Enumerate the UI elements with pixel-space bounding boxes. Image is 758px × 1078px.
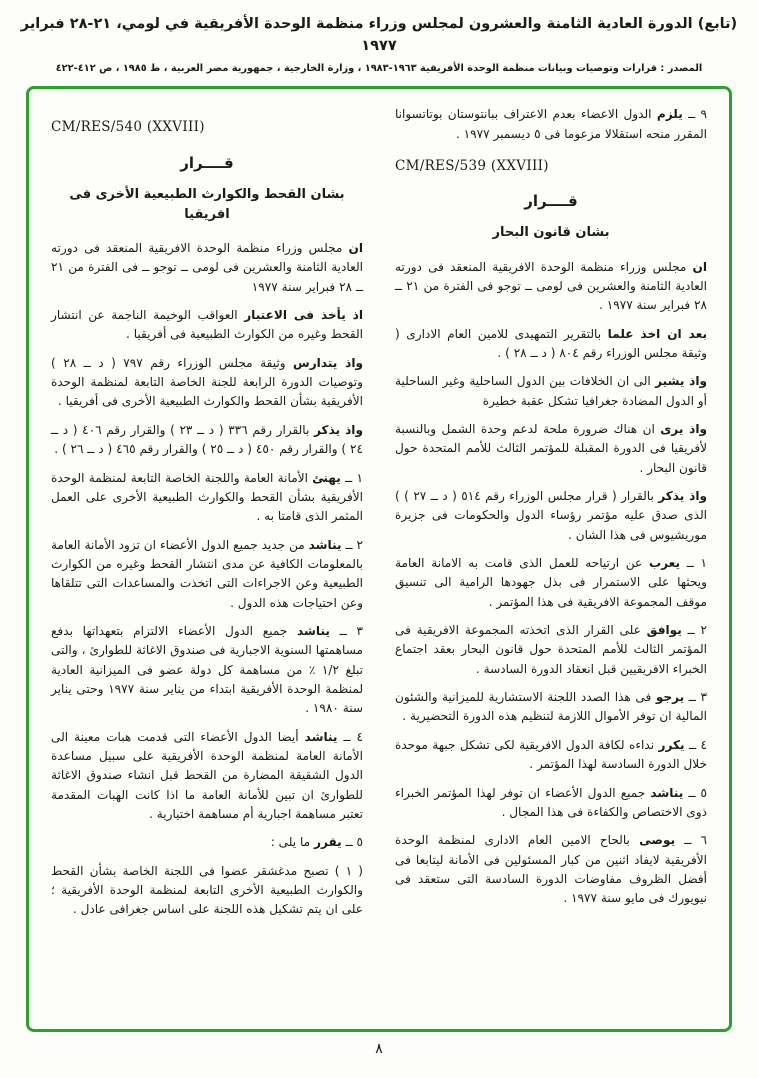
two-column-layout bbox=[51, 105, 707, 929]
resolution-number: CM/RES/539 (XXVIII) bbox=[395, 157, 549, 174]
paragraph: ٩ ــ يلزم الدول الاعضاء بعدم الاعتراف ببانتوستان بوتاتسوانا المقرر منحه استقلالا مزعوما فى ٥ ديسمبر ١٩٧٧ . bbox=[395, 107, 708, 141]
paragraph: ٦ ــ يوصى بالحاح الامين العام الادارى لمنظمة الوحدة الأفريقية لايفاد اثنين من كبار المسئولين فى الأمانة ليتابعا فى أفضل الظروف مفاوضات الدورة السادسة التى ستعقد فى نيويورك فى مايو سنة ١٩٧٧ . bbox=[395, 833, 707, 906]
paragraph: ( ١ ) تصبح مدغشقر عضوا فى اللجنة الخاصة بشأن القحط والكوارث الطبيعية الأخرى التابعة لمنظمة الوحدة الأفريقية ؛ على ان يتم تشكيل هذه اللجنة على اساس جغرافى عادل . bbox=[51, 863, 363, 917]
paragraph: واذ يذكر بالقرار ( قرار مجلس الوزراء رقم ٥١٤ ( د ــ ٢٧ ) ) الذى صدق عليه مؤتمر رؤساء الدول والحكومات فى جزيرة موريشيوس فى هذا الشان . bbox=[395, 489, 707, 542]
resolution-number: CM/RES/540 (XXVIII) bbox=[51, 119, 205, 136]
paragraph: واذ يشير الى ان الخلافات بين الدول الساحلية وغير الساحلية أو الدول المضادة جغرافيا تشكل عقبة خطيرة bbox=[395, 374, 708, 408]
paragraph: ٣ ــ يناشد جميع الدول الأعضاء الالتزام بتعهداتها بدفع مساهمتها السنوية الاجبارية فى صندوق الاغاثة للطوارئ ، والتى تبلغ ١/٢ ٪ من مساهمة كل دولة عضو فى الميزانية العادية لمنظمة الوحدة الأفريقية ابتداء من يناير سنة ١٩٧٧ وحتى يناير سنة ١٩٨٠ . bbox=[51, 623, 363, 716]
resolution-subject: بشان قانون البحار bbox=[492, 225, 610, 241]
page-number: ٨ bbox=[375, 1041, 383, 1058]
column-left bbox=[51, 105, 363, 929]
paragraph: ٣ ــ يرجو فى هذا الصدد اللجنة الاستشارية للميزانية والشئون المالية ان توفر الأموال اللازمة لتنظيم هذه الدورة التحضيرية . bbox=[395, 690, 707, 724]
paragraph: بعد ان اخذ علما بالتقرير التمهيدى للامين العام الادارى ( وثيقة مجلس الوزراء رقم ٨٠٤ ( د ــ ٢٨ ) . bbox=[395, 326, 707, 360]
paragraph: ان مجلس وزراء منظمة الوحدة الافريقية المنعقد فى دورته العادية الثامنة والعشرين فى لومى ــ توجو فى الفترة من ٢١ ــ ٢٨ فبراير سنة ١٩٧٧ . bbox=[395, 259, 707, 313]
paragraph: واذ يرى ان هناك ضرورة ملحة لدعم وحدة الشمل وبالنسبة لأفريقيا فى الدورة المقبلة للمؤتمر الثالث للأمم المتحدة حول قانون البحار . bbox=[395, 422, 707, 475]
paragraph: واذ يذكر بالقرار رقم ٣٣٦ ( د ــ ٢٣ ) والقرار رقم ٤٠٦ ( د ــ ٢٤ ) والقرار رقم ٤٥٠ ( د ــ ٢٥ ) والقرار رقم ٤٦٥ ( د ــ ٢٦ ) . bbox=[51, 422, 363, 457]
paragraph: ٤ ــ يناشد أيضا الدول الأعضاء التى قدمت هبات معينة الى الأمانة العامة لمنظمة الوحدة الأفريقية على سبيل مساعدة الدول الشقيقة المضارة من القحط قبل انشاء صندوق الاغاثة للطوارئ ان تبين للأمانة العامة ما اذا كانت الهبات المقدمة تعتبر مساهمة اجبارية أم مساهمة اختيارية . bbox=[51, 729, 364, 821]
page-header: (تابع) الدورة العادية الثامنة والعشرون لمجلس وزراء منظمة الوحدة الأفريقية في لومي، ٢١-٢٨ فبراير ١٩٧٧ bbox=[20, 16, 738, 54]
paragraph: ٢ ــ يناشد من جديد جميع الدول الأعضاء ان تزود الأمانة العامة بالمعلومات الكافية عن مدى انتشار القحط وغيره من الكوارث الطبيعية وعن الاجراءات التى اتخذت والمساعدات التى تتلقاها وعن احتياجات هذه الدول . bbox=[51, 537, 363, 610]
paragraph: ٥ ــ يناشد جميع الدول الأعضاء ان توفر لهذا المؤتمر الخبراء ذوى الاختصاص والكفاءة فى هذا المجال . bbox=[395, 785, 707, 819]
column-right bbox=[395, 105, 707, 929]
paragraph: ان مجلس وزراء منظمة الوحدة الافريقية المنعقد فى دورته العادية الثامنة والعشرين فى لومى ــ توجو ــ فى الفترة من ٢١ ــ ٢٨ فبراير سنة ١٩٧٧ bbox=[51, 241, 363, 294]
resolution-subject: بشان القحط والكوارث الطبيعية الأخرى فى افريقيا bbox=[69, 186, 345, 222]
resolution-title: قــــرار bbox=[524, 192, 578, 211]
paragraph: ٢ ــ يوافق على القرار الذى اتخذته المجموعة الافريقية فى المؤتمر الثالث للأمم المتحدة حول قانون البحار بعقد اجتماع الخبراء الافريقيين قبل انعقاد الدورة السادسة . bbox=[395, 623, 707, 676]
source-line: المصدر : قرارات وتوصيات وبيانات منظمة الوحدة الأفريقية ١٩٦٣-١٩٨٣ ، وزارة الخارجية ، جمهورية مصر العربية ، ط ١٩٨٥ ، ص ٤١٢-٤٢٢ bbox=[55, 62, 703, 74]
paragraph: ٤ ــ يكرر نداءه لكافة الدول الافريقية لكى تشكل جبهة موحدة خلال الدورة السادسة لهذا المؤتمر . bbox=[395, 737, 707, 772]
paragraph: ٥ ــ يقرر ما يلى : bbox=[270, 835, 363, 850]
paragraph: ١ ــ يهنئ الأمانة العامة واللجنة الخاصة التابعة لمنظمة الوحدة الأفريقية بشأن القحط والكوارث الطبيعية الأخرى على العمل المثمر الذى قامتا به . bbox=[51, 470, 364, 524]
paragraph: اذ يأخذ فى الاعتبار العواقب الوخيمة الناجمة عن انتشار القحط وغيره من الكوارث الطبيعية فى أفريقيا . bbox=[51, 308, 363, 342]
paragraph: ١ ــ يعرب عن ارتياحه للعمل الذى قامت به الامانة العامة ويحثها على الاستمرار فى بذل جهودها الرامية الى تنسيق موقف المجموعة الافريقية فى هذا المؤتمر . bbox=[395, 556, 707, 609]
resolution-title: قــــرار bbox=[180, 153, 234, 172]
content-frame bbox=[26, 86, 732, 1032]
paragraph: واذ يتدارس وثيقة مجلس الوزراء رقم ٧٩٧ ( د ــ ٢٨ ) وتوصيات الدورة الرابعة للجنة الخاصة التابعة لمنظمة الوحدة الأفريقية بشأن القحط والكوارث الطبيعية الأخرى فى أفريقيا . bbox=[51, 355, 364, 409]
